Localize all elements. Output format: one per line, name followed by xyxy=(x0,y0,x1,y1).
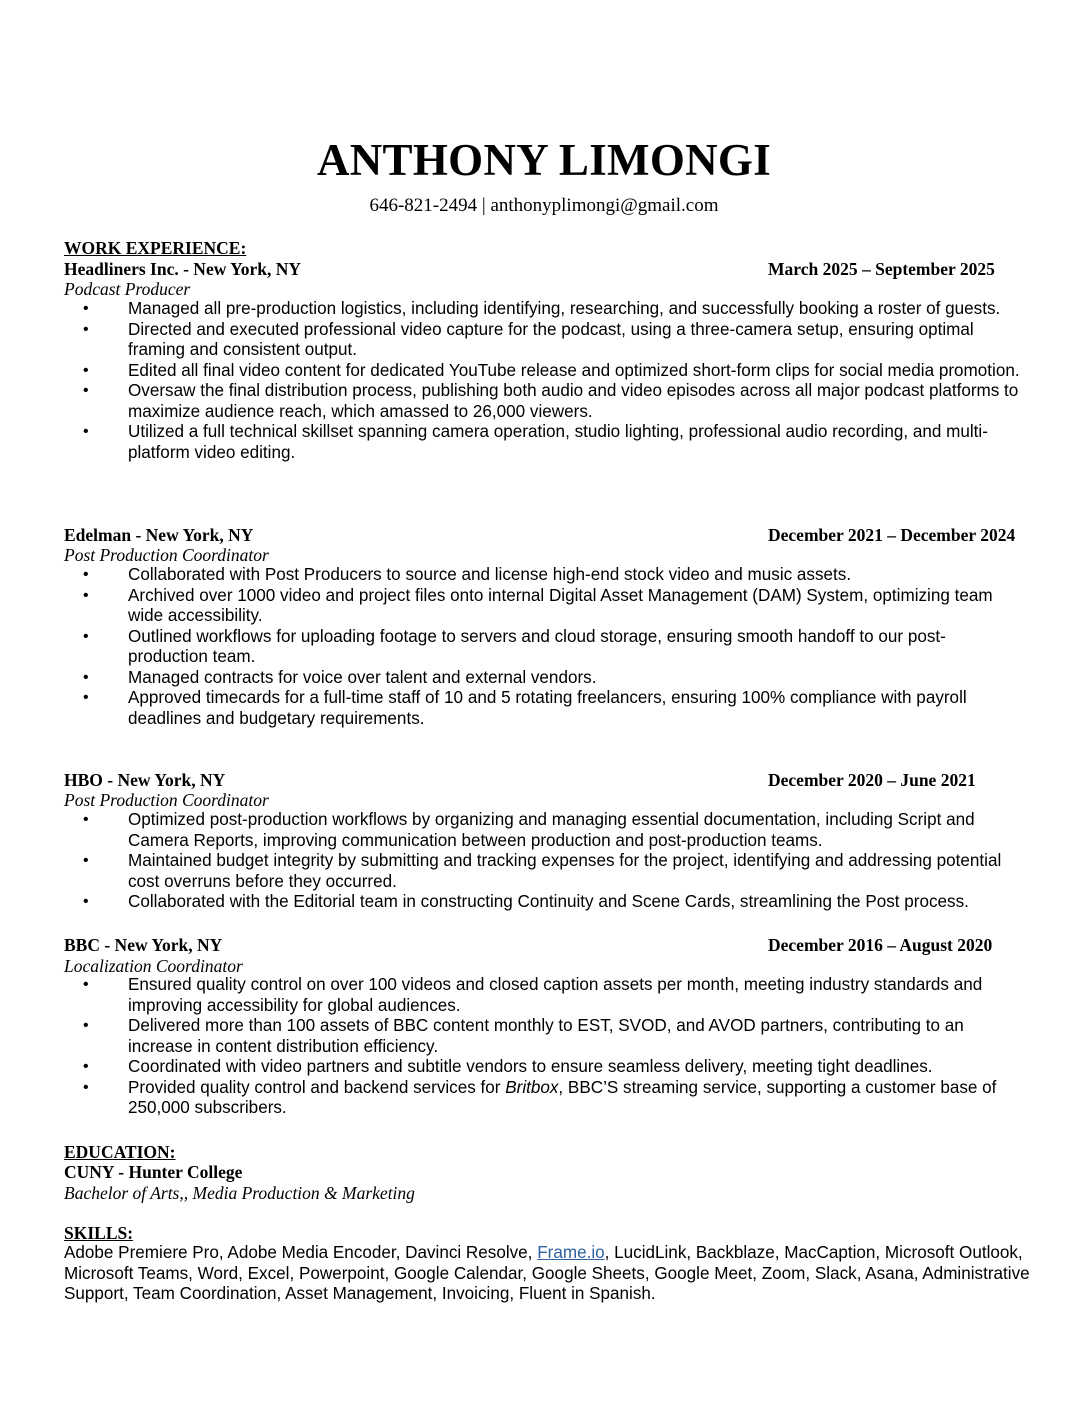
school-name: CUNY - Hunter College xyxy=(64,1162,243,1182)
job-title: Podcast Producer xyxy=(64,279,191,299)
work-experience-heading: WORK EXPERIENCE: xyxy=(64,238,247,258)
bullet-text: , BBC’S streaming service, supporting a customer base of 250,000 subscribers. xyxy=(128,1077,997,1117)
bullet-item: • Approved timecards for a full-time staff of 10 and 5 rotating freelancers, ensuring 100% compliance with payroll deadlines and budgetary requirements. xyxy=(64,688,1024,729)
bullet-item: • Managed all pre-production logistics, including identifying, researching, and successfully booking a roster of guests. xyxy=(64,299,1024,320)
britbox-name: Britbox xyxy=(505,1077,559,1097)
contact-line: 646-821-2494 | anthonyplimongi@gmail.com xyxy=(369,195,719,216)
bullet-item: • Coordinated with video partners and subtitle vendors to ensure seamless delivery, meeting tight deadlines. xyxy=(64,1057,1024,1078)
education-degree: Bachelor of Arts,, Media Production & Marketing xyxy=(64,1183,415,1203)
job-company: HBO - New York, NY xyxy=(64,770,226,790)
job-bullets xyxy=(64,810,1024,913)
bullet-item xyxy=(64,1078,1024,1119)
bullet-item: • Edited all final video content for dedicated YouTube release and optimized short-form clips for social media promotion. xyxy=(64,361,1024,382)
bullet-item: • Managed contracts for voice over talent and external vendors. xyxy=(64,668,1024,689)
job-header xyxy=(64,258,1028,280)
job-company: Edelman - New York, NY xyxy=(64,525,254,545)
job-dates: December 2016 – August 2020 xyxy=(768,935,993,955)
frameio-link[interactable]: Frame.io xyxy=(537,1243,605,1262)
job-bullets xyxy=(64,565,1024,729)
bullet-item: • Archived over 1000 video and project files onto internal Digital Asset Management (DAM) System, optimizing team wide accessibility. xyxy=(64,586,1024,627)
skills-text: , LucidLink, Backblaze, MacCaption, Microsoft Outlook, Microsoft Teams, Word, Excel, Powerpoint, Google Calendar, Google Sheets, Google Meet, Zoom, Slack, Asana, Administrative Support, Team Coordination, Asset Management, Invoicing, Fluent in Spanish. xyxy=(64,1243,1030,1303)
bullet-item: • Collaborated with Post Producers to source and license high-end stock video and music assets. xyxy=(64,565,1024,586)
job-company: BBC - New York, NY xyxy=(64,935,223,955)
bullet-item: • Collaborated with the Editorial team in constructing Continuity and Scene Cards, streamlining the Post process. xyxy=(64,892,1024,913)
job-header xyxy=(64,524,1028,546)
job-dates: March 2025 – September 2025 xyxy=(768,259,995,279)
job-title: Post Production Coordinator xyxy=(64,790,269,810)
bullet-item: • Utilized a full technical skillset spanning camera operation, studio lighting, professional audio recording, and multi-platform video editing. xyxy=(64,422,1024,463)
job-dates: December 2021 – December 2024 xyxy=(768,525,1016,545)
bullet-item: • Maintained budget integrity by submitting and tracking expenses for the project, identifying and addressing potential cost overruns before they occurred. xyxy=(64,851,1024,892)
skills-text: Adobe Premiere Pro, Adobe Media Encoder, Davinci Resolve, xyxy=(64,1243,538,1262)
education-school xyxy=(64,1161,1028,1183)
bullet-item: • Delivered more than 100 assets of BBC content monthly to EST, SVOD, and AVOD partners, contributing to an increase in content distribution efficiency. xyxy=(64,1016,1024,1057)
bullet-item: • Outlined workflows for uploading footage to servers and cloud storage, ensuring smooth handoff to our post-production team. xyxy=(64,627,1024,668)
bullet-item: • Oversaw the final distribution process, publishing both audio and video episodes across all major podcast platforms to maximize audience reach, which amassed to 26,000 viewers. xyxy=(64,381,1024,422)
bullet-item: • Ensured quality control on over 100 videos and closed caption assets per month, meeting industry standards and improving accessibility for global audiences. xyxy=(64,975,1024,1016)
skills-heading: SKILLS: xyxy=(64,1223,134,1243)
education-heading: EDUCATION: xyxy=(64,1142,176,1162)
job-company: Headliners Inc. - New York, NY xyxy=(64,259,302,279)
bullet-text: Provided quality control and backend services for xyxy=(128,1077,506,1097)
job-title: Localization Coordinator xyxy=(64,956,243,976)
job-header xyxy=(64,934,1028,956)
job-bullets xyxy=(64,975,1024,1119)
bullet-item: • Optimized post-production workflows by organizing and managing essential documentation, including Script and Camera Reports, improving communication between production and post-production teams. xyxy=(64,810,1024,851)
job-header xyxy=(64,769,1028,791)
job-bullets xyxy=(64,299,1024,463)
resume-name: ANTHONY LIMONGI xyxy=(316,135,772,185)
job-title: Post Production Coordinator xyxy=(64,545,269,565)
bullet-item: • Directed and executed professional video capture for the podcast, using a three-camera setup, ensuring optimal framing and consistent output. xyxy=(64,320,1024,361)
job-dates: December 2020 – June 2021 xyxy=(768,770,976,790)
skills-list xyxy=(64,1243,1044,1305)
